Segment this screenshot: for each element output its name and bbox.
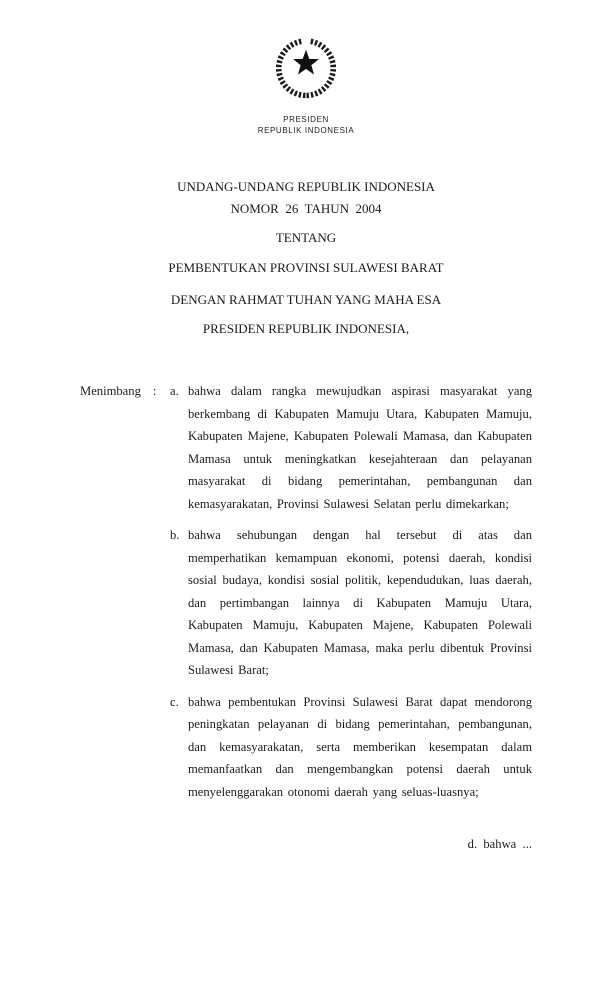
item-text: bahwa sehubungan dengan hal tersebut di atas dan memperhatikan kemampuan ekonomi, potensi daerah, kondisi sosial budaya, kondisi sosial politik, kependudukan, luas daerah, dan pertimbangan lainnya di Kabupaten Mamuju Utara, Kabupaten Mamuju, Kabupaten Majene, Kabupaten Polewali Mamasa, dan Kabupaten Mamasa, maka perlu dibentuk Provinsi Sulawesi Barat; [188,528,532,677]
item-marker: c. [170,694,179,709]
menimbang-colon: : [152,384,157,398]
consideration-item-a [170,380,532,515]
considerations-label-col [80,380,170,803]
tentang-label: TENTANG [275,230,337,245]
doc-type-title: UNDANG-UNDANG REPUBLIK INDONESIA [177,179,435,194]
doc-number: NOMOR 26 TAHUN 2004 [230,201,382,216]
document-header [0,0,612,136]
consideration-item-b [170,524,532,682]
consideration-item-c [170,691,532,804]
item-marker: b. [170,528,180,542]
header-republik-label: REPUBLIK INDONESIA [257,126,355,135]
considerations-section [80,380,532,803]
considerations-items [170,380,532,803]
invocation-line: DENGAN RAHMAT TUHAN YANG MAHA ESA [170,292,442,307]
page-catchword: d. bahwa ... [467,837,532,851]
item-text: bahwa pembentukan Provinsi Sulawesi Barat dapat mendorong peningkatan pelayanan di bidang pemerintahan, pembangunan, dan kemasyarakatan, serta memberikan kesempatan dalam memanfaatkan dan mengembangkan potensi daerah untuk menyelenggarakan otonomi daerah yang seluas-luasnya; [188,694,532,799]
issuer-line: PRESIDEN REPUBLIK INDONESIA, [202,321,410,336]
title-block [0,178,612,338]
item-marker: a. [170,384,179,398]
presidential-seal-icon [266,25,346,105]
item-text: bahwa dalam rangka mewujudkan aspirasi masyarakat yang berkembang di Kabupaten Mamuju Utara, Kabupaten Mamuju, Kabupaten Majene, Kabupaten Polewali Mamasa, dan Kabupaten Mamasa untuk meningkatkan kesejahteraan dan pelayanan masyarakat di bidang pemerintahan, pembangunan dan kemasyarakatan, Provinsi Sulawesi Selatan perlu dimekarkan; [188,384,532,511]
menimbang-label: Menimbang [80,384,141,398]
doc-subject: PEMBENTUKAN PROVINSI SULAWESI BARAT [168,260,444,275]
header-presiden-label: PRESIDEN [283,115,329,124]
